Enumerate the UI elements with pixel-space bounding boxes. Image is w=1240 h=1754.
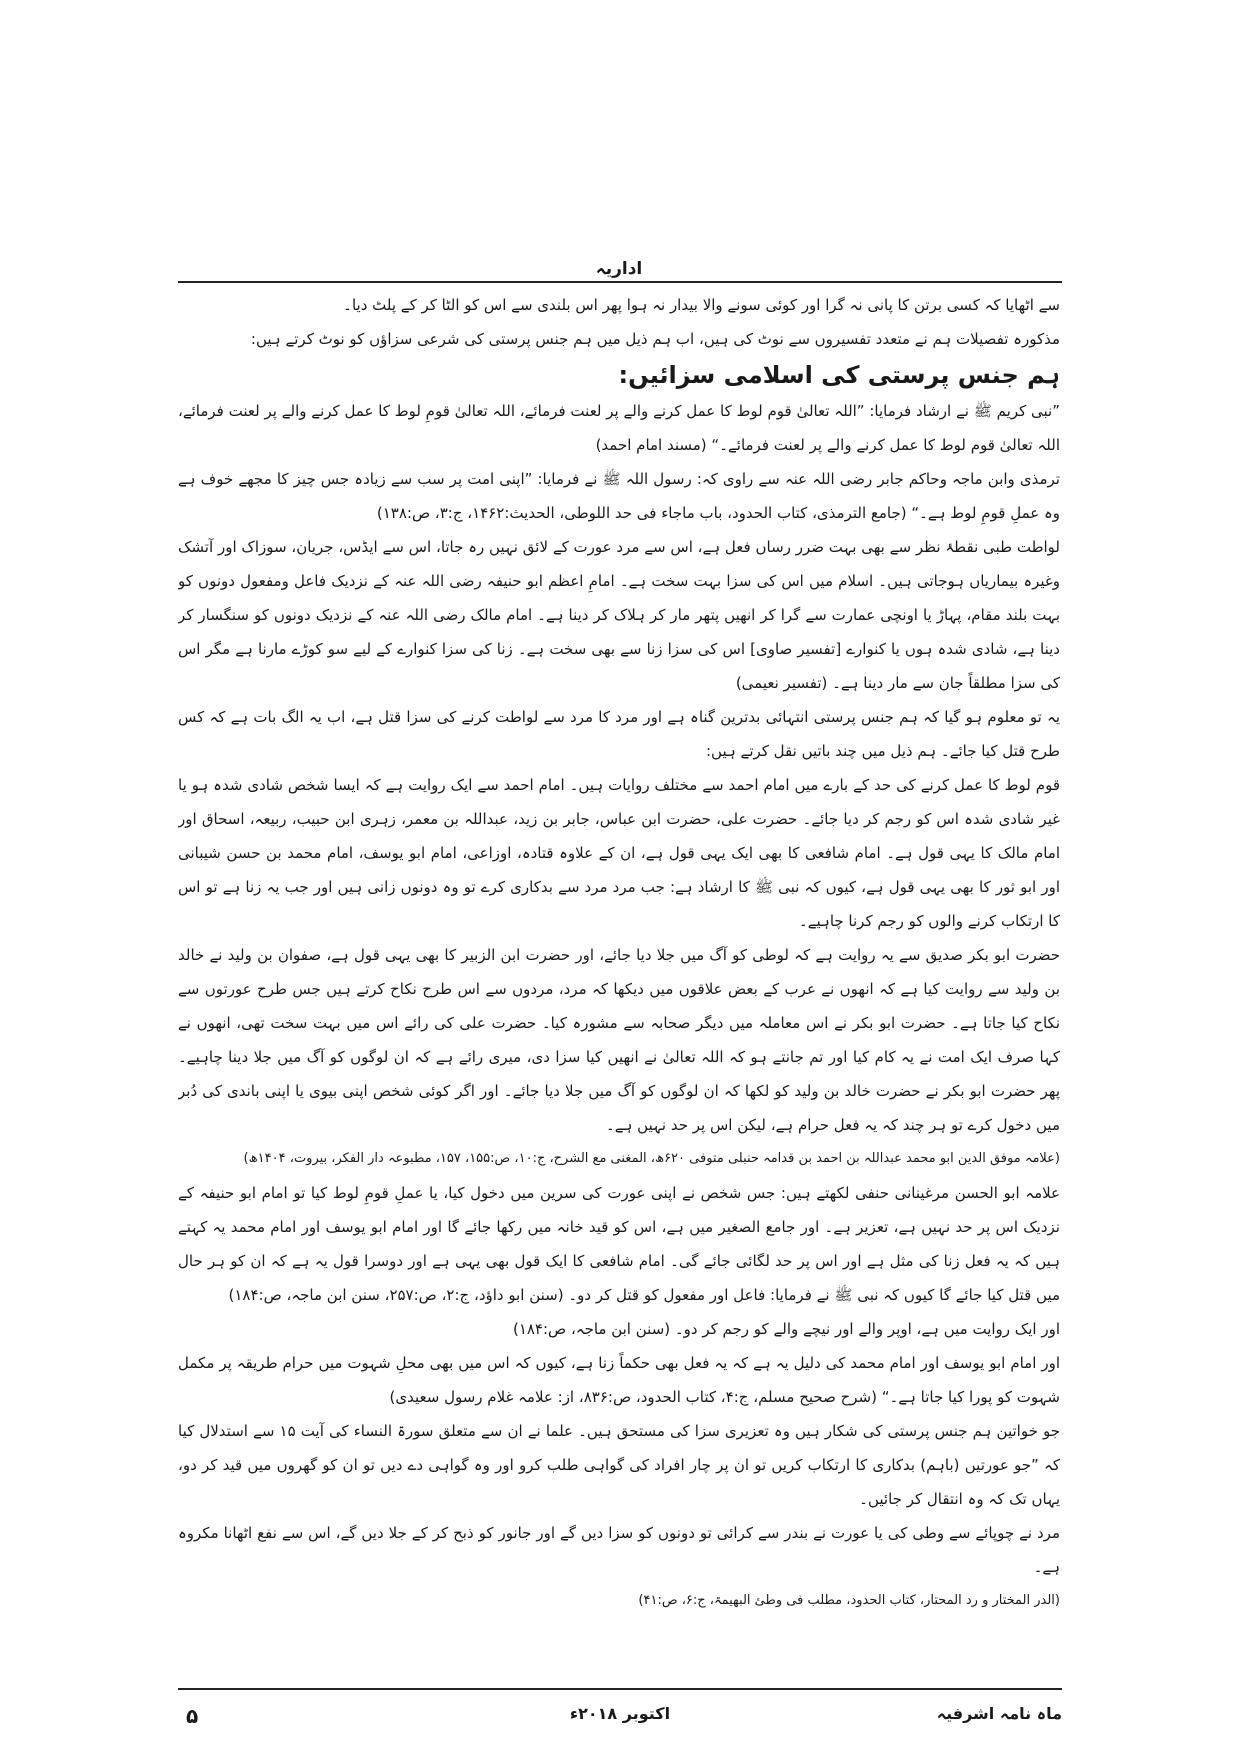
paragraph: لواطت طبی نقطۂ نظر سے بھی بہت ضرر رساں فعل ہے، اس سے مرد عورت کے لائق نہیں رہ جاتا، اس سے ایڈس، جریان، سوزاک اور آتشک وغیرہ بیماریاں ہوجاتی ہیں۔ اسلام میں اس کی سزا بہت سخت ہے۔ امامِ اعظم ابو حنیفہ رضی اللہ عنہ کے نزدیک فاعل ومفعول دونوں کو بہت بلند مقام، پہاڑ یا اونچی عمارت سے گرا کر انھیں پتھر مار کر ہلاک کر دینا ہے۔ امام مالک رضی اللہ عنہ کے نزدیک دونوں کو سنگسار کر دینا ہے، شادی شدہ ہوں یا کنوارے [تفسیر صاوی] اس کی سزا زنا سے بھی سخت ہے۔ زنا کی سزا کنوارے کے لیے سو کوڑے مارنا ہے مگر اس کی سزا مطلقاً جان سے مار دینا ہے۔ (تفسیر نعیمی) — [178, 538, 1060, 692]
header-rule — [178, 281, 1062, 283]
reference-citation: (علامہ موفق الدین ابو محمد عبداللہ بن احمد بن قدامہ حنبلی متوفی ۶۲۰ھ، المغنی مع الشرح، ج:۱۰، ص:۱۵۵، ۱۵۷، مطبوعہ دار الفکر، بیروت، ۱۴۰۴ھ) — [243, 1151, 1060, 1166]
page-number: ۵ — [186, 1704, 199, 1728]
section-heading: ہم جنس پرستی کی اسلامی سزائیں: — [618, 361, 1060, 389]
magazine-name: ماہ نامہ اشرفیہ — [936, 1704, 1062, 1723]
footer-rule — [178, 1688, 1062, 1690]
paragraph: ”نبی کریم ﷺ نے ارشاد فرمایا: ”اللہ تعالیٰ قوم لوط کا عمل کرنے والے پر لعنت فرمائے، اللہ تعالیٰ قومِ لوط کا عمل کرنے والے پر لعنت فرمائے، اللہ تعالیٰ قوم لوط کا عمل کرنے والے پر لعنت فرمائے۔“ (مسند امام احمد) — [178, 402, 1060, 454]
paragraph: جو خواتین ہم جنس پرستی کی شکار ہیں وہ تعزیری سزا کی مستحق ہیں۔ علما نے ان سے متعلق سورۃ النساء کی آیت ۱۵ سے استدلال کیا کہ ”جو عورتیں (باہم) بدکاری کا ارتکاب کریں تو ان پر چار افراد کی گواہی طلب کرو اور وہ گواہی دے دیں تو ان کو گھروں میں قید کر دو، یہاں تک کہ وہ انتقال کر جائیں۔ — [178, 1422, 1060, 1508]
paragraph: مرد نے چوپائے سے وطی کی یا عورت نے بندر سے کرائی تو دونوں کو سزا دیں گے اور جانور کو ذبح کر کے جلا دیں گے، اس سے نفع اٹھانا مکروہ ہے۔ — [178, 1524, 1060, 1576]
paragraph: مذکورہ تفصیلات ہم نے متعدد تفسیروں سے نوٹ کی ہیں، اب ہم ذیل میں ہم جنس پرستی کی شرعی سزاؤں کو نوٹ کرتے ہیں: — [250, 330, 1060, 348]
paragraph: علامہ ابو الحسن مرغینانی حنفی لکھتے ہیں: جس شخص نے اپنی عورت کی سرین میں دخول کیا، یا عملِ قومِ لوط کیا تو امام ابو حنیفہ کے نزدیک اس پر حد نہیں ہے، تعزیر ہے۔ اور جامع الصغیر میں ہے، اس کو قید خانہ میں رکھا جائے گا اور امام ابو یوسف اور امام محمد یہ کہتے ہیں کہ یہ فعل زنا کی مثل ہے اور اس پر حد لگائی جائے گی۔ امام شافعی کا ایک قول بھی یہی ہے اور دوسرا قول یہ ہے کہ ان کو ہر حال میں قتل کیا جائے گا کیوں کہ نبی ﷺ نے فرمایا: فاعل اور مفعول کو قتل کر دو۔ (سنن ابو داؤد، ج:۲، ص:۲۵۷، سنن ابن ماجہ، ص:۱۸۴) — [178, 1184, 1060, 1304]
paragraph: قوم لوط کا عمل کرنے کی حد کے بارے میں امام احمد سے مختلف روایات ہیں۔ امام احمد سے ایک روایت ہے کہ ایسا شخص شادی شدہ ہو یا غیر شادی شدہ اس کو رجم کر دیا جائے۔ حضرت علی، حضرت ابن عباس، جابر بن زید، عبداللہ بن معمر، زہری ابن حبیب، ربیعہ، اسحاق اور امام مالک کا یہی قول ہے۔ امام شافعی کا بھی ایک یہی قول ہے، ان کے علاوہ قتادہ، اوزاعی، امام ابو یوسف، امام محمد بن حسن شیبانی اور ابو ثور کا بھی یہی قول ہے، کیوں کہ نبی ﷺ کا ارشاد ہے: جب مرد مرد سے بدکاری کرے تو وہ دونوں زانی ہیں اور جب یہ زنا ہے تو اس کا ارتکاب کرنے والوں کو رجم کرنا چاہیے۔ — [178, 776, 1060, 930]
reference-citation: (الدر المختار و رد المحتار، کتاب الحدود، مطلب فی وطئ البھیمۃ، ج:۶، ص:۴۱) — [638, 1593, 1060, 1608]
paragraph: ترمذی وابن ماجہ وحاکم جابر رضی اللہ عنہ سے راوی کہ: رسول اللہ ﷺ نے فرمایا: ”اپنی امت پر سب سے زیادہ جس چیز کا مجھے خوف ہے وہ عملِ قومِ لوط ہے۔“ (جامع الترمذی، کتاب الحدود، باب ماجاء فی حد اللوطی، الحدیث:۱۴۶۲، ج:۳، ص:۱۳۸) — [178, 470, 1060, 522]
paragraph: اور امام ابو یوسف اور امام محمد کی دلیل یہ ہے کہ یہ فعل بھی حکماً زنا ہے، کیوں کہ اس میں بھی محلِ شہوت میں حرام طریقہ پر مکمل شہوت کو پورا کیا جاتا ہے۔“ (شرح صحیح مسلم، ج:۴، کتاب الحدود، ص:۸۳۶، از: علامہ غلام رسول سعیدی) — [178, 1354, 1060, 1406]
paragraph: سے اٹھایا کہ کسی برتن کا پانی نہ گرا اور کوئی سونے والا بیدار نہ ہوا پھر اس بلندی سے اس کو الٹا کر کے پلٹ دیا۔ — [343, 296, 1060, 314]
paragraph: اور ایک روایت میں ہے، اوپر والے اور نیچے والے کو رجم کر دو۔ (سنن ابن ماجہ، ص:۱۸۴) — [512, 1320, 1060, 1338]
paragraph: یہ تو معلوم ہو گیا کہ ہم جنس پرستی انتہائی بدترین گناہ ہے اور مرد کا مرد سے لواطت کرنے کی سزا قتل ہے، اب یہ الگ بات ہے کہ کس طرح قتل کیا جائے۔ ہم ذیل میں چند باتیں نقل کرتے ہیں: — [178, 708, 1060, 760]
paragraph: حضرت ابو بکر صدیق سے یہ روایت ہے کہ لوطی کو آگ میں جلا دیا جائے، اور حضرت ابن الزبیر کا بھی یہی قول ہے، صفوان بن ولید نے خالد بن ولید سے روایت کیا ہے کہ انھوں نے عرب کے بعض علاقوں میں دیکھا کہ مرد، مردوں سے اس طرح نکاح کرتے ہیں جس طرح عورتوں سے نکاح کیا جاتا ہے۔ حضرت ابو بکر نے اس معاملہ میں دیگر صحابہ سے مشورہ کیا۔ حضرت علی کی رائے اس میں بہت سخت تھی، انھوں نے کہا صرف ایک امت نے یہ کام کیا اور تم جانتے ہو کہ اللہ تعالیٰ نے انھیں کیا سزا دی، میری رائے ہے کہ ان لوگوں کو آگ میں جلا دینا چاہیے۔ پھر حضرت ابو بکر نے حضرت خالد بن ولید کو لکھا کہ ان لوگوں کو آگ میں جلا دیا جائے۔ اور اگر کوئی شخص اپنی بیوی یا اپنی باندی کی دُبر میں دخول کرے تو ہر چند کہ یہ فعل حرام ہے، لیکن اس پر حد نہیں ہے۔ — [178, 946, 1060, 1134]
issue-date: اکتوبر ۲۰۱۸ء — [569, 1704, 671, 1723]
page-header-title: اداریہ — [595, 259, 643, 279]
page-footer — [178, 1704, 1062, 1734]
article-body — [178, 288, 1060, 1683]
